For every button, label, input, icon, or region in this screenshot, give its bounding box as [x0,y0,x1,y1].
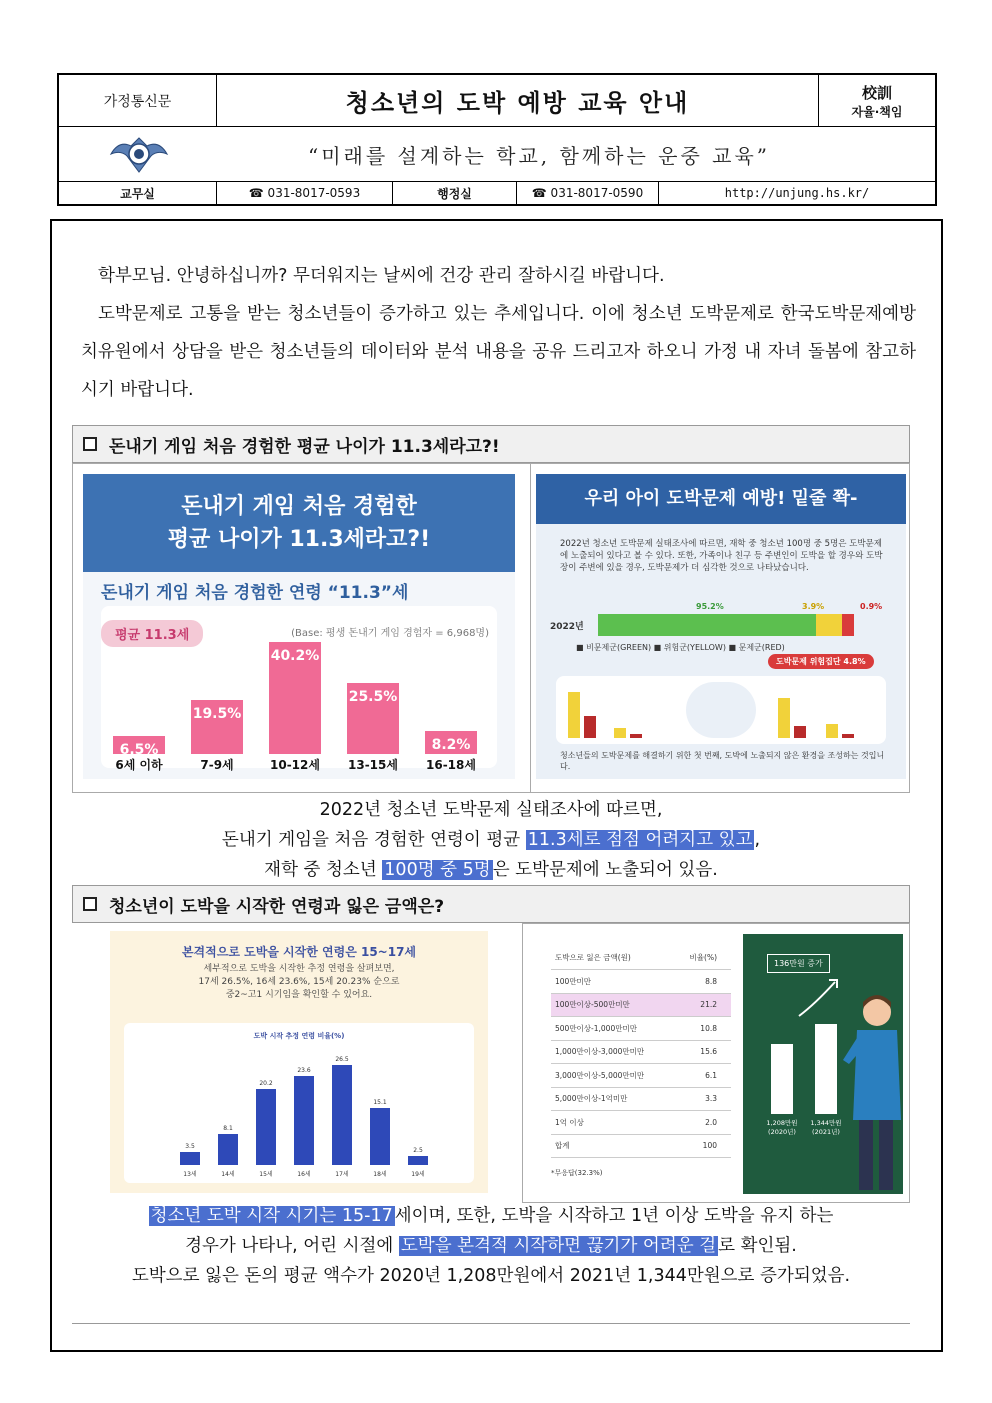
bar-value-label: 15.1 [373,1099,387,1107]
category-label: 15세 [259,1171,273,1178]
table-cell: 100만이상-500만미만 [551,993,672,1017]
ig3-chart-card [124,1023,474,1183]
section1-caption [72,795,910,885]
section2-caption [72,1201,910,1291]
slogan: “미래를 설계하는 학교, 함께하는 운중 교육” [307,143,771,168]
table-row [551,1064,731,1088]
bar-2021-label [805,1118,847,1136]
contact-phone-academic: ☎ 031-8017-0593 [217,182,393,204]
bar-2021 [815,1024,837,1114]
bar-value-label: 23.6 [297,1066,311,1074]
ig1-base-note: (Base: 평생 돈내기 게임 경험자 = 6,968명) [291,628,489,639]
table-note: *무응답(32.3%) [551,1169,603,1177]
category-label: 7-9세 [200,758,234,772]
bar-value-label: 8.1 [223,1125,233,1133]
ig3-title: 본격적으로 도박을 시작한 연령은 15~17세 [181,945,417,959]
ig2-mini-bar [568,692,580,738]
school-url[interactable]: http://unjung.hs.kr/ [724,186,870,200]
doc-title: 청소년의 도박 예방 교육 안내 [217,75,819,126]
ig2-title: 우리 아이 도박문제 예방! 밑줄 쫙- [536,474,906,524]
table-row [551,1040,731,1064]
ig3-text2: 17세 26.5%, 16세 23.6%, 15세 20.23% 순으로 [198,977,400,987]
bar-value-label: 8.2% [431,737,471,754]
intro-body: 도박문제로 고통을 받는 청소년들이 증가하고 있는 추세입니다. 이에 청소년 도박문제로 한국도박문제예방치유원에서 상담을 받은 청소년들의 데이터와 분석 내용을 공유 드리고자 하오니 가정 내 자녀 돌봄에 참고하시기 바랍니다. [81,304,916,400]
school-emblem-icon [99,127,179,181]
table-row [551,970,731,994]
category-label: 17세 [335,1171,349,1178]
caption-text: 세이며, 또한, 도박을 시작하고 1년 이상 도박을 유지 하는 [394,1206,834,1226]
caption3-highlight: 100명 중 5명 [384,860,491,880]
header-row-slogan [59,127,935,182]
table-cell: 21.2 [672,993,731,1017]
infographic4-panel [522,923,910,1203]
section1-caption-line2 [72,825,910,855]
teacher-illustration-icon [843,990,905,1200]
section1-title: 돈내기 게임 처음 경험한 평균 나이가 11.3세라고?! [109,436,500,457]
table-cell: 5,000만이상-1억미만 [551,1087,672,1111]
table-cell: 3,000만이상-5,000만미만 [551,1064,672,1088]
ig2-red-label: 0.9% [860,602,883,611]
table-cell: 500만이상-1,000만미만 [551,1017,672,1041]
intro-greeting: 학부모님. 안녕하십니까? 무더워지는 날씨에 건강 관리 잘하시길 바랍니다. [98,266,665,286]
ig2-bar-yellow [816,614,842,636]
table-row [551,1111,731,1135]
section2-caption-line1 [72,1201,910,1231]
infographic2-panel [530,463,910,793]
table-cell: 1억 이상 [551,1111,672,1135]
infographic1 [83,474,515,779]
infographic1-panel [72,463,530,793]
ig2-text: 2022년 청소년 도박문제 실태조사에 따르면, 재학 중 청소년 100명 중 5명은 도박문제에 노출되어 있다고 볼 수 있다. 또한, 가족이나 친구 등 주변인이 도박을 할 경우와 도박장이 주변에 있을 경우, 도박문제가 더 심각한 것으로 나타났습니다. [560,539,883,573]
doc-category: 가정통신문 [59,75,217,126]
header-row-contacts [59,182,935,204]
category-label: 10-12세 [270,758,320,772]
bar-19세 [408,1156,428,1165]
caption-text: 경우가 나타나, 어린 시절에 [185,1236,399,1256]
section2-caption-line3: 도박으로 잃은 돈의 평균 액수가 2020년 1,208만원에서 2021년 1,344만원으로 증가되었음. [131,1266,851,1286]
bar-16세 [294,1076,314,1165]
bar-value-label: 6.5% [119,741,159,758]
ig2-mini-bar [614,728,626,738]
bar-15세 [256,1089,276,1165]
ig2-mini-bar [584,716,596,738]
category-label: 18세 [373,1171,387,1178]
caption-highlight: 청소년 도박 시작 시기는 15-17 [150,1206,393,1226]
table-cell: 100만미만 [551,970,672,994]
table-cell: 8.8 [672,970,731,994]
ig2-green-label: 95.2% [696,602,724,611]
ig2-mini-bar [842,734,854,738]
bottom-divider [72,1323,910,1324]
ig2-year: 2022년 [550,622,584,632]
caption2-highlight: 11.3세로 점점 어려지고 있고 [527,830,753,850]
motto-label: 校訓 [861,83,892,102]
checkbox-square-icon [83,437,97,451]
intro-text [81,257,916,409]
table-cell: 합계 [551,1134,672,1158]
section2-header [72,885,910,923]
infographic4 [543,930,905,1198]
table-row [551,1087,731,1111]
ig3-text [110,963,488,1002]
bar-2020 [771,1044,793,1114]
section2-title: 청소년이 도박을 시작한 연령과 잃은 금액은? [109,896,445,917]
bar-value-label: 25.5% [348,688,398,705]
table-cell: 15.6 [672,1040,731,1064]
ig1-average-pill: 평균 11.3세 [101,620,203,647]
ig2-footer: 청소년들의 도박문제를 해결하기 위한 첫 번째, 도박에 노출되지 않은 환경을 조성하는 것입니다. [560,751,885,771]
bar-value-label: 26.5 [335,1056,349,1063]
ig2-mini-charts [556,676,886,744]
bar-18세 [370,1108,390,1165]
ig2-yellow-label: 3.9% [802,602,825,611]
ig1-title [83,474,515,572]
category-label: 16세 [297,1171,311,1178]
bar-value-label: 20.2 [259,1079,273,1087]
contact-label-admin: 행정실 [393,182,517,204]
bar-value-label: 3.5 [185,1142,195,1150]
table-cell: 3.3 [672,1087,731,1111]
increase-badge: 136만원 증가 [767,954,830,973]
category-label: 13-15세 [348,758,398,772]
infographic3-panel [72,923,522,1203]
checkbox-square-icon [83,897,97,911]
bar-2020-year: (2020년) [768,1128,796,1136]
caption-highlight: 도박을 본격적 시작하면 끊기가 어려운 걸 [400,1236,717,1256]
caption2-tail: , [754,830,761,850]
main-frame [50,219,943,1352]
header-row-title [59,75,935,127]
ig1-subtitle: 돈내기 게임 처음 경험한 연령 “11.3”세 [101,583,409,603]
table-row [551,1017,731,1041]
motto-value: 자율·책임 [851,104,903,119]
bar-value-label: 19.5% [192,705,242,722]
bar-2020-label [761,1118,803,1136]
ig2-risk-badge: 도박문제 위험집단 4.8% [768,654,874,669]
table-cell: 10.8 [672,1017,731,1041]
caption3-text: 재학 중 청소년 [264,860,383,880]
caption-text: 로 확인됨. [718,1236,797,1256]
table-cell: 1,000만이상-3,000만미만 [551,1040,672,1064]
bar-value-label: 2.5 [413,1146,423,1154]
category-label: 14세 [221,1171,235,1178]
ig2-mini-bar [630,734,642,738]
bar-value-label: 40.2% [270,648,320,664]
caption3-tail: 은 도박문제에 노출되어 있음. [492,860,718,880]
caption2-text: 돈내기 게임을 처음 경험한 연령이 평균 [221,830,526,850]
ig1-title-line2: 평균 나이가 11.3세라고?! [167,527,431,552]
bar-2020-value: 1,208만원 [766,1119,798,1127]
section1-caption-line3 [72,855,910,885]
ig2-mini-bar [778,698,790,738]
category-label: 19세 [411,1171,425,1178]
infographic3 [110,931,488,1193]
table-cell: 2.0 [672,1111,731,1135]
ig2-mini-circle [686,682,756,738]
upward-arrow-icon [795,974,845,1020]
section1-header [72,425,910,463]
school-motto [819,75,935,126]
category-label: 16-18세 [426,758,476,772]
header-table [57,73,937,206]
section1-caption-line1: 2022년 청소년 도박문제 실태조사에 따르면, [319,800,663,820]
section2-caption-line2 [72,1231,910,1261]
ig2-mini-bar [826,724,838,738]
ig3-chart-title: 도박 시작 추정 연령 비율(%) [253,1032,345,1040]
ig1-title-line1: 돈내기 게임 처음 경험한 [181,494,417,519]
table-row [551,1134,731,1158]
ig3-text1: 세부적으로 도박을 시작한 추정 연령을 살펴보면, [203,964,395,974]
ig2-mini-bar [794,726,806,738]
loss-amount-table [551,946,731,1158]
bar-13세 [180,1152,200,1165]
table-row [551,993,731,1017]
category-label: 13세 [183,1171,197,1178]
ig2-legend: ■ 비문제군(GREEN) ■ 위험군(YELLOW) ■ 문제군(RED) [576,643,785,652]
ig3-text3: 중2~고1 시기임을 확인할 수 있어요. [225,990,373,1000]
bar-2021-year: (2021년) [812,1128,840,1136]
contact-phone-admin: ☎ 031-8017-0590 [517,182,659,204]
category-label: 6세 이하 [115,758,163,772]
table-cell: 100 [672,1134,731,1158]
ig2-bar-red [842,614,854,636]
table-cell: 6.1 [672,1064,731,1088]
table-header: 도박으로 잃은 금액(원) [551,946,672,970]
bar-2021-value: 1,344만원 [810,1119,842,1127]
table-header: 비율(%) [672,946,731,970]
contact-label-academic: 교무실 [59,182,217,204]
bar-17세 [332,1065,352,1165]
bar-14세 [218,1134,238,1165]
ig2-bar-green [598,614,816,636]
infographic2 [536,474,906,779]
